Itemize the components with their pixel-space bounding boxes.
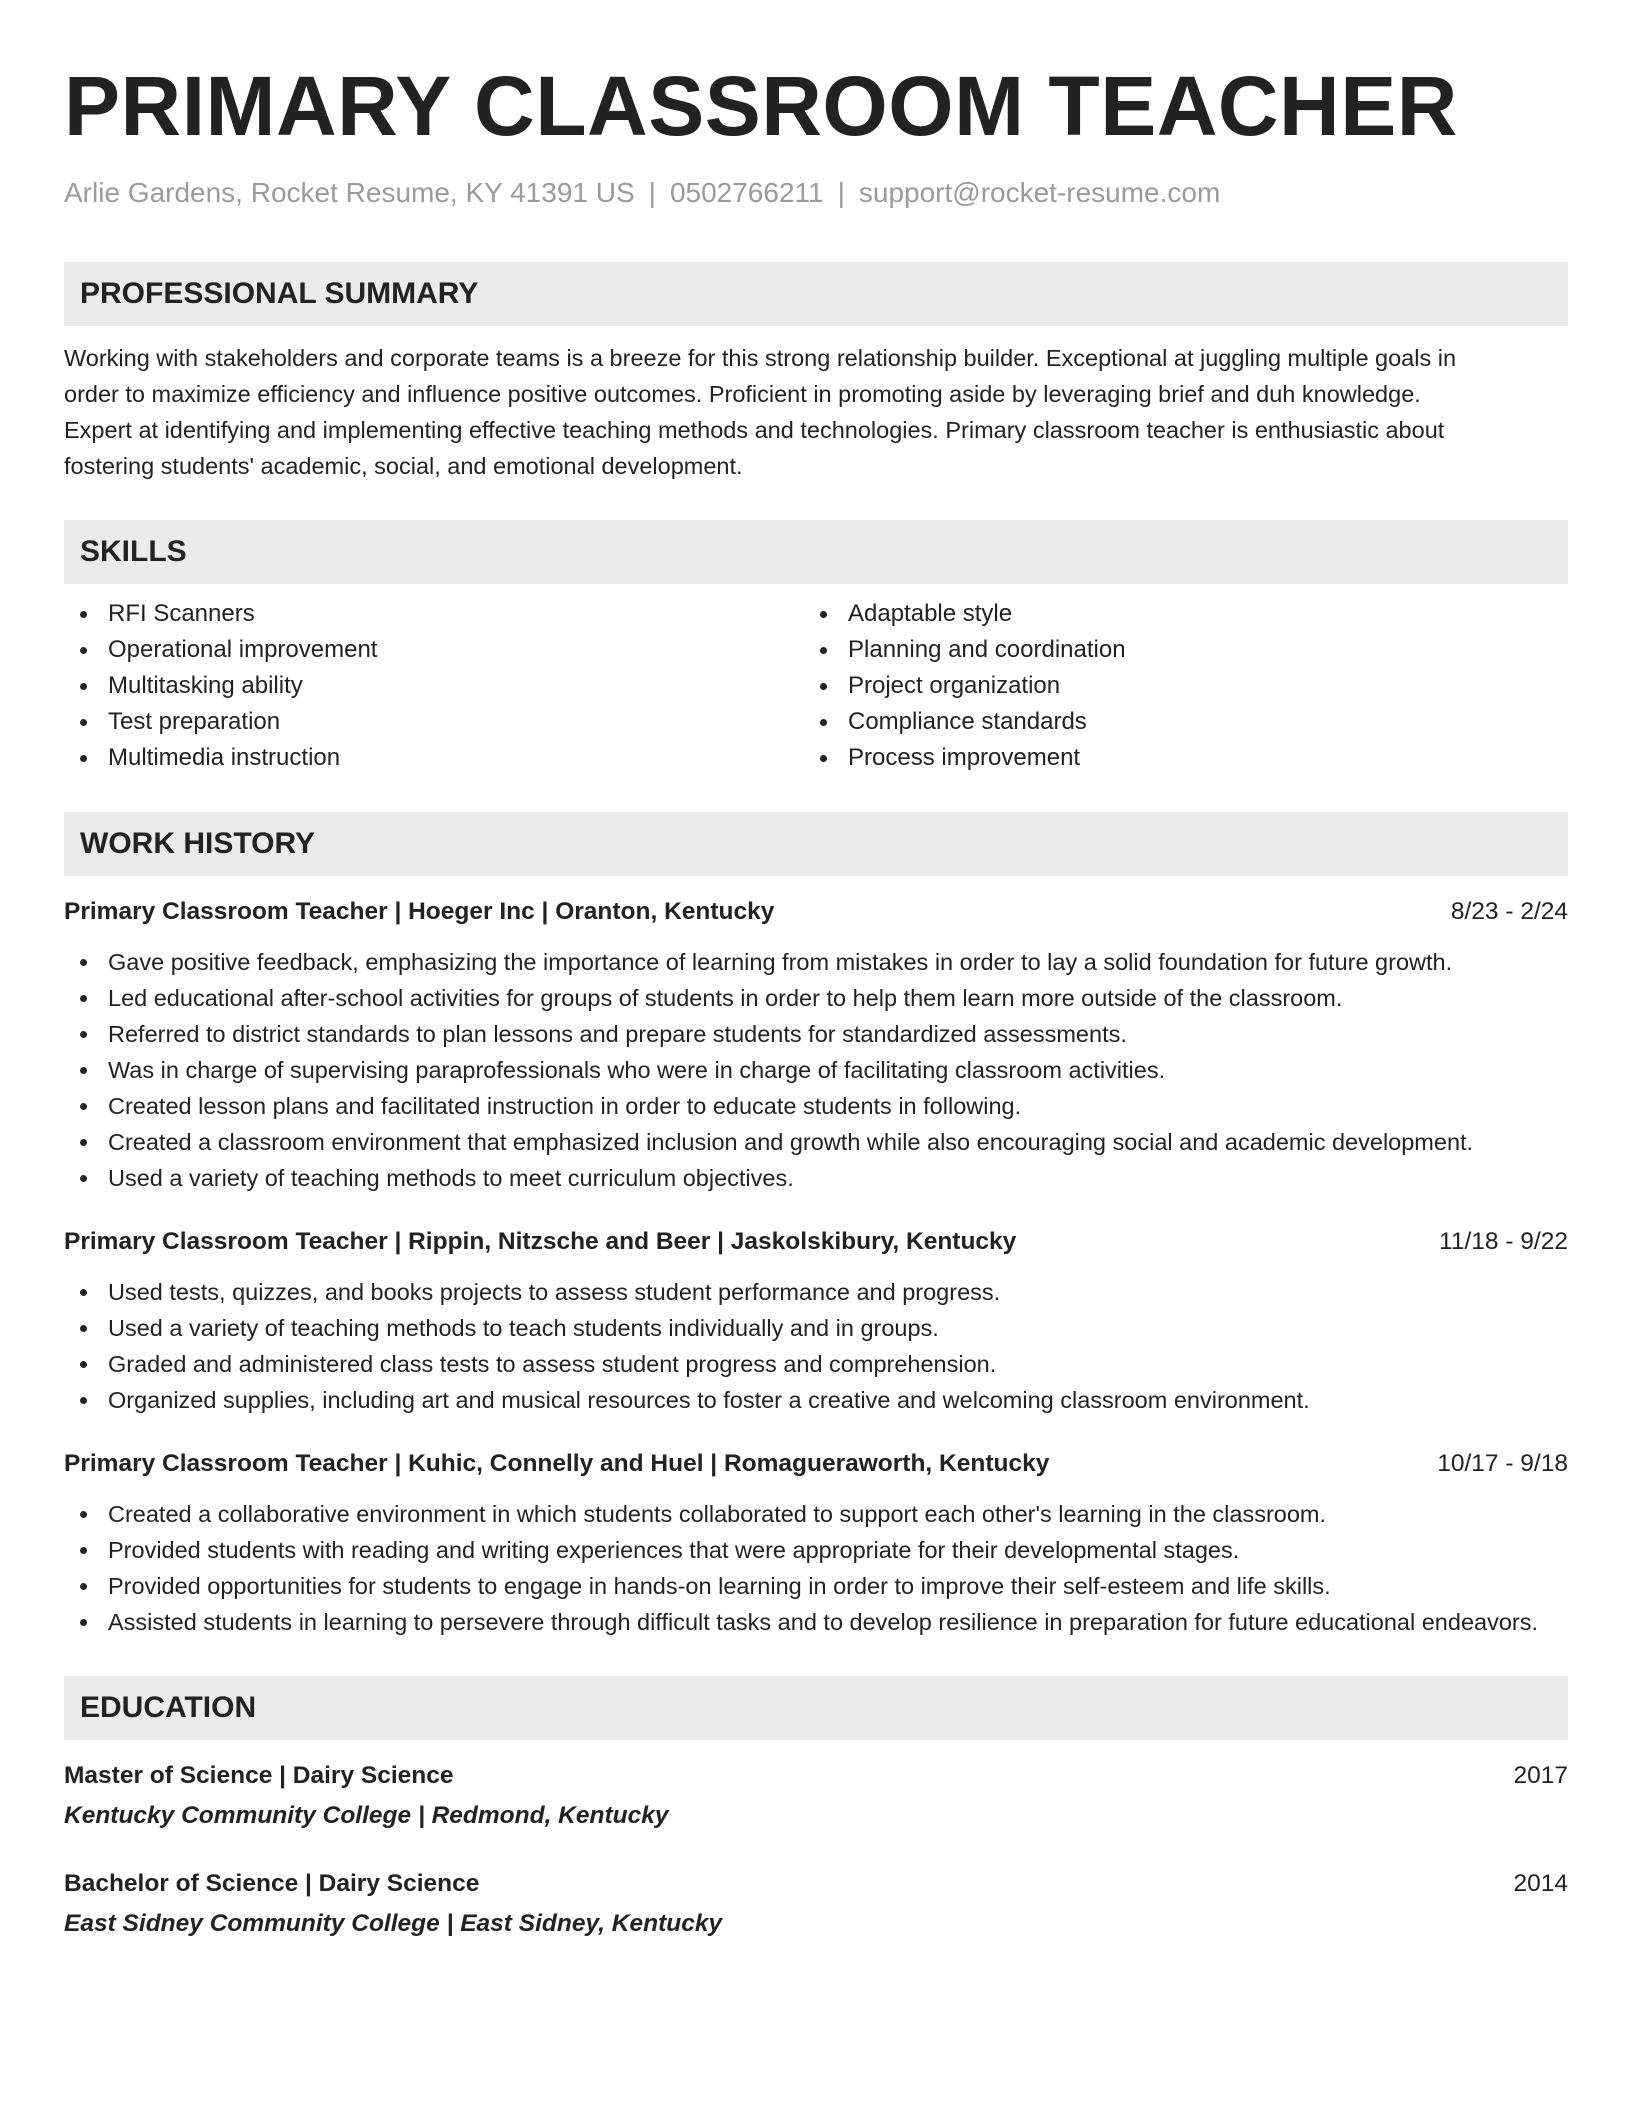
skill-item: Compliance standards — [816, 704, 1568, 740]
job-bullet: Assisted students in learning to persevere through difficult tasks and to develop resilience in preparation for future educational endeavors. — [64, 1604, 1568, 1640]
job-bullet: Used a variety of teaching methods to meet curriculum objectives. — [64, 1160, 1568, 1196]
job-bullet: Organized supplies, including art and musical resources to foster a creative and welcoming classroom environment. — [64, 1382, 1568, 1418]
job-header — [64, 894, 1568, 930]
education-degree: Bachelor of Science | Dairy Science — [64, 1870, 480, 1897]
education-header — [64, 1758, 1568, 1794]
skills-column-right — [816, 596, 1568, 776]
skills-column-left — [64, 596, 816, 776]
contact-address: Arlie Gardens, Rocket Resume, KY 41391 US — [64, 177, 635, 208]
job-entry — [64, 894, 1568, 1196]
job-bullet: Was in charge of supervising paraprofessionals who were in charge of facilitating classroom activities. — [64, 1052, 1568, 1088]
job-bullets — [64, 1496, 1568, 1640]
job-header — [64, 1446, 1568, 1482]
job-title: Primary Classroom Teacher | Rippin, Nitzsche and Beer | Jaskolskibury, Kentucky — [64, 1228, 1017, 1255]
contact-line — [64, 176, 1568, 210]
job-bullet: Used tests, quizzes, and books projects to assess student performance and progress. — [64, 1274, 1568, 1310]
education-year: 2014 — [1513, 1870, 1568, 1897]
job-bullet: Gave positive feedback, emphasizing the importance of learning from mistakes in order to lay a solid foundation for future growth. — [64, 944, 1568, 980]
contact-phone: 0502766211 — [669, 177, 824, 208]
section-heading-work-history: WORK HISTORY — [64, 812, 1568, 876]
job-title: Primary Classroom Teacher | Kuhic, Connelly and Huel | Romagueraworth, Kentucky — [64, 1450, 1050, 1477]
job-dates: 11/18 - 9/22 — [1439, 1228, 1568, 1255]
skill-item: Process improvement — [816, 740, 1568, 776]
job-bullets — [64, 1274, 1568, 1418]
job-bullet: Created a collaborative environment in which students collaborated to support each other's learning in the classroom. — [64, 1496, 1568, 1532]
summary-line: fostering students' academic, social, and emotional development. — [64, 453, 743, 479]
skill-item: Multitasking ability — [64, 668, 816, 704]
resume-name: PRIMARY CLASSROOM TEACHER — [64, 59, 1458, 153]
skill-item: Planning and coordination — [816, 632, 1568, 668]
job-title: Primary Classroom Teacher | Hoeger Inc | Oranton, Kentucky — [64, 898, 775, 925]
job-bullet: Provided opportunities for students to engage in hands-on learning in order to improve their self-esteem and life skills. — [64, 1568, 1568, 1604]
education-entry — [64, 1758, 1568, 1834]
job-entry — [64, 1446, 1568, 1640]
contact-separator: | — [648, 177, 656, 208]
job-bullet: Used a variety of teaching methods to teach students individually and in groups. — [64, 1310, 1568, 1346]
summary-text — [64, 340, 1568, 484]
skills-list — [64, 596, 1568, 776]
job-bullet: Created lesson plans and facilitated instruction in order to educate students in following. — [64, 1088, 1568, 1124]
job-bullet: Provided students with reading and writing experiences that were appropriate for their developmental stages. — [64, 1532, 1568, 1568]
job-dates: 10/17 - 9/18 — [1437, 1450, 1568, 1477]
summary-line: Expert at identifying and implementing effective teaching methods and technologies. Primary classroom teacher is enthusiastic about — [64, 417, 1445, 443]
job-bullet: Led educational after-school activities for groups of students in order to help them learn more outside of the classroom. — [64, 980, 1568, 1016]
education-school: East Sidney Community College | East Sidney, Kentucky — [64, 1910, 723, 1937]
section-heading-summary: PROFESSIONAL SUMMARY — [64, 262, 1568, 326]
section-heading-skills: SKILLS — [64, 520, 1568, 584]
contact-email: support@rocket-resume.com — [858, 177, 1221, 208]
education-school: Kentucky Community College | Redmond, Kentucky — [64, 1802, 669, 1829]
education-year: 2017 — [1513, 1762, 1568, 1789]
contact-separator: | — [837, 177, 845, 208]
summary-line: order to maximize efficiency and influence positive outcomes. Proficient in promoting aside by leveraging brief and duh knowledge. — [64, 381, 1421, 407]
education-header — [64, 1866, 1568, 1902]
job-bullet: Referred to district standards to plan lessons and prepare students for standardized assessments. — [64, 1016, 1568, 1052]
summary-line: Working with stakeholders and corporate teams is a breeze for this strong relationship builder. Exceptional at juggling multiple goals in — [64, 345, 1457, 371]
job-header — [64, 1224, 1568, 1260]
education-degree: Master of Science | Dairy Science — [64, 1762, 454, 1789]
section-heading-education: EDUCATION — [64, 1676, 1568, 1740]
skill-item: Test preparation — [64, 704, 816, 740]
skill-item: Project organization — [816, 668, 1568, 704]
skill-item: Operational improvement — [64, 632, 816, 668]
job-dates: 8/23 - 2/24 — [1450, 898, 1568, 925]
job-bullet: Created a classroom environment that emphasized inclusion and growth while also encouraging social and academic development. — [64, 1124, 1568, 1160]
job-bullet: Graded and administered class tests to assess student progress and comprehension. — [64, 1346, 1568, 1382]
skill-item: Adaptable style — [816, 596, 1568, 632]
resume-page — [64, 0, 1568, 1942]
education-entry — [64, 1866, 1568, 1942]
skill-item: RFI Scanners — [64, 596, 816, 632]
job-bullets — [64, 944, 1568, 1196]
skill-item: Multimedia instruction — [64, 740, 816, 776]
job-entry — [64, 1224, 1568, 1418]
